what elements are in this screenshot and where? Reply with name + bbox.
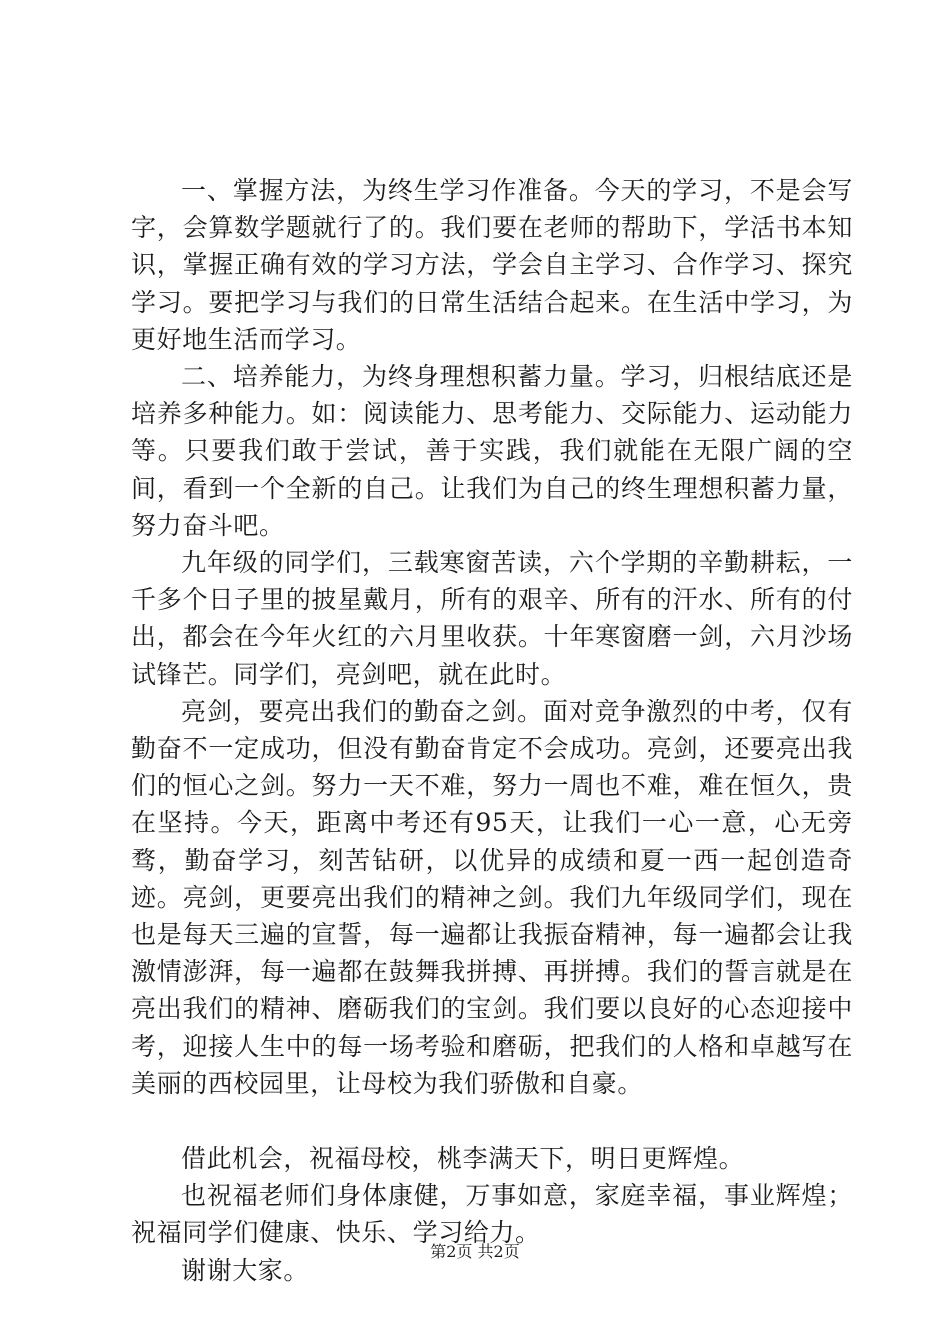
paragraph-build-ability: 二、培养能力，为终身理想积蓄力量。学习，归根结底还是培养多种能力。如：阅读能力、思考能力、交际能力、运动能力等。只要我们敢于尝试，善于实践，我们就能在无限广阔的空间，看到一个全新的自己。让我们为自己的终生理想积蓄力量，努力奋斗吧。	[131, 362, 853, 540]
paragraph-blessing-teachers: 也祝福老师们身体康健，万事如意，家庭幸福，事业辉煌；祝福同学们健康、快乐、学习给力。	[131, 1181, 853, 1248]
paragraph-study-method: 一、掌握方法，为终生学习作准备。今天的学习，不是会写字，会算数学题就行了的。我们要在老师的帮助下，学活书本知识，掌握正确有效的学习方法，学会自主学习、合作学习、探究学习。要把学习与我们的日常生活结合起来。在生活中学习，为更好地生活而学习。	[131, 176, 853, 354]
document-body	[131, 172, 853, 1289]
page-number: 第2页 共2页	[430, 1242, 520, 1261]
paragraph-show-sword: 亮剑，要亮出我们的勤奋之剑。面对竞争激烈的中考，仅有勤奋不一定成功，但没有勤奋肯定不会成功。亮剑，还要亮出我们的恒心之剑。努力一天不难，努力一周也不难，难在恒久，贵在坚持。今天，距离中考还有95天，让我们一心一意，心无旁骛，勤奋学习，刻苦钻研，以优异的成绩和夏一西一起创造奇迹。亮剑，更要亮出我们的精神之剑。我们九年级同学们，现在也是每天三遍的宣誓，每一遍都让我振奋精神，每一遍都会让我激情澎湃，每一遍都在鼓舞我拼搏、再拼搏。我们的誓言就是在亮出我们的精神、磨砺我们的宝剑。我们要以良好的心态迎接中考，迎接人生中的每一场考验和磨砺，把我们的人格和卓越写在美丽的西校园里，让母校为我们骄傲和自豪。	[131, 696, 853, 1098]
paragraph-thanks: 谢谢大家。	[181, 1255, 310, 1285]
paragraph-blessing-school: 借此机会，祝福母校，桃李满天下，明日更辉煌。	[181, 1144, 745, 1174]
paragraph-grade-nine: 九年级的同学们，三载寒窗苦读，六个学期的辛勤耕耘，一千多个日子里的披星戴月，所有的艰辛、所有的汗水、所有的付出，都会在今年火红的六月里收获。十年寒窗磨一剑，六月沙场试锋芒。同学们，亮剑吧，就在此时。	[131, 548, 853, 689]
